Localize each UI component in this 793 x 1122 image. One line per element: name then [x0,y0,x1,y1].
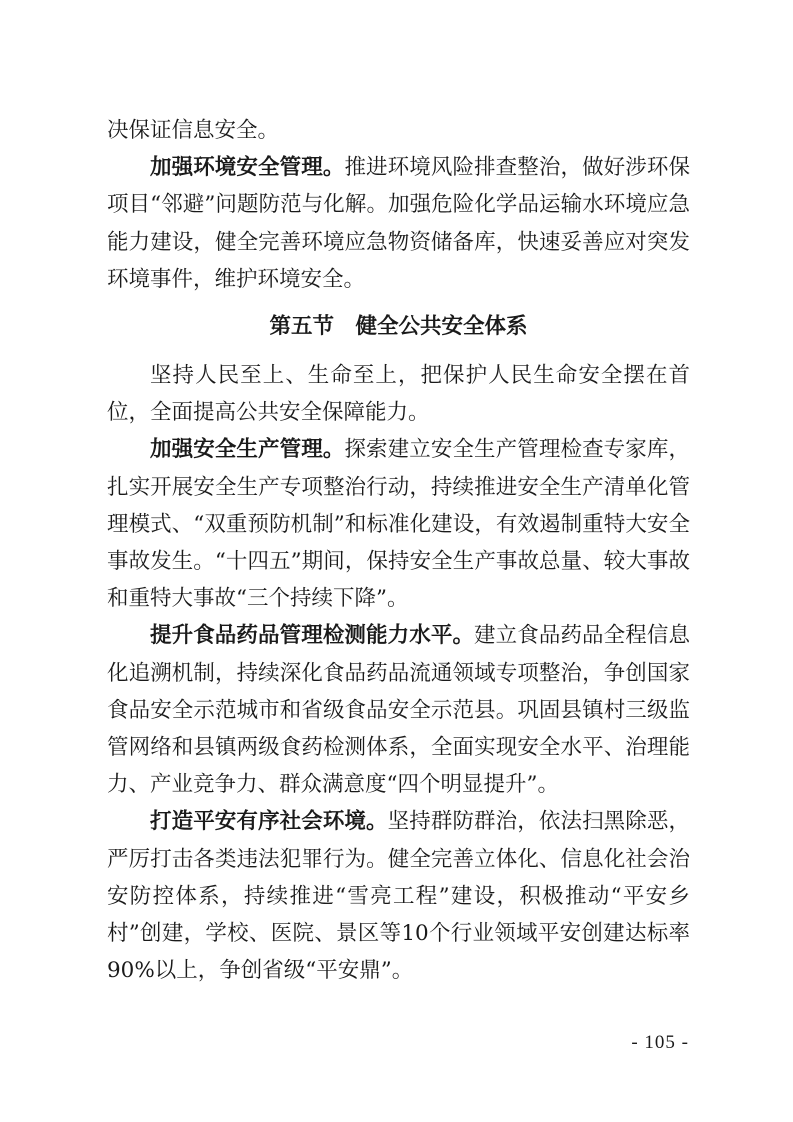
page-body [107,112,690,989]
paragraph-lead-heading: 加强安全生产管理。 [150,437,345,463]
paragraph-production-safety [107,431,690,617]
paragraph-text: 探索建立安全生产管理检查专家库，扎实开展安全生产专项整治行动，持续推进安全生产清单化管理模式、“双重预防机制”和标准化建设，有效遏制重特大安全事故发生。“十四五”期间，保持安全生产事故总量、较大事故和重特大事故“三个持续下降”。 [107,437,690,612]
paragraph-lead-heading: 打造平安有序社会环境。 [150,809,388,835]
paragraph-lead-heading: 提升食品药品管理检测能力水平。 [150,623,475,649]
paragraph-environment-safety [107,149,690,298]
paragraph-lead-heading: 加强环境安全管理。 [150,155,345,181]
paragraph-continuation: 决保证信息安全。 [107,118,280,143]
page-number: - 105 - [631,1032,689,1053]
section-title: 第五节 健全公共安全体系 [269,314,528,340]
paragraph-section-intro [107,357,690,431]
paragraph-food-drug-safety [107,617,690,803]
paragraph-text: 建立食品药品全程信息化追溯机制，持续深化食品药品流通领域专项整治，争创国家食品安全示范城市和省级食品安全示范县。巩固县镇村三级监管网络和县镇两级食药检测体系，全面实现安全水平、治理能力、产业竞争力、群众满意度“四个明显提升”。 [107,623,690,798]
paragraph-text: 坚持群防群治，依法扫黑除恶，严厉打击各类违法犯罪行为。健全完善立体化、信息化社会治安防控体系，持续推进“雪亮工程”建设，积极推动“平安乡村”创建，学校、医院、景区等10个行业领域平安创建达标率90%以上，争创省级“平安鼎”。 [107,809,690,984]
paragraph-social-environment [107,803,690,989]
paragraph-text: 坚持人民至上、生命至上，把保护人民生命安全摆在首位，全面提高公共安全保障能力。 [107,363,690,426]
paragraph-text: 推进环境风险排查整治，做好涉环保项目“邻避”问题防范与化解。加强危险化学品运输水环境应急能力建设，健全完善环境应急物资储备库，快速妥善应对突发环境事件，维护环境安全。 [107,155,690,292]
